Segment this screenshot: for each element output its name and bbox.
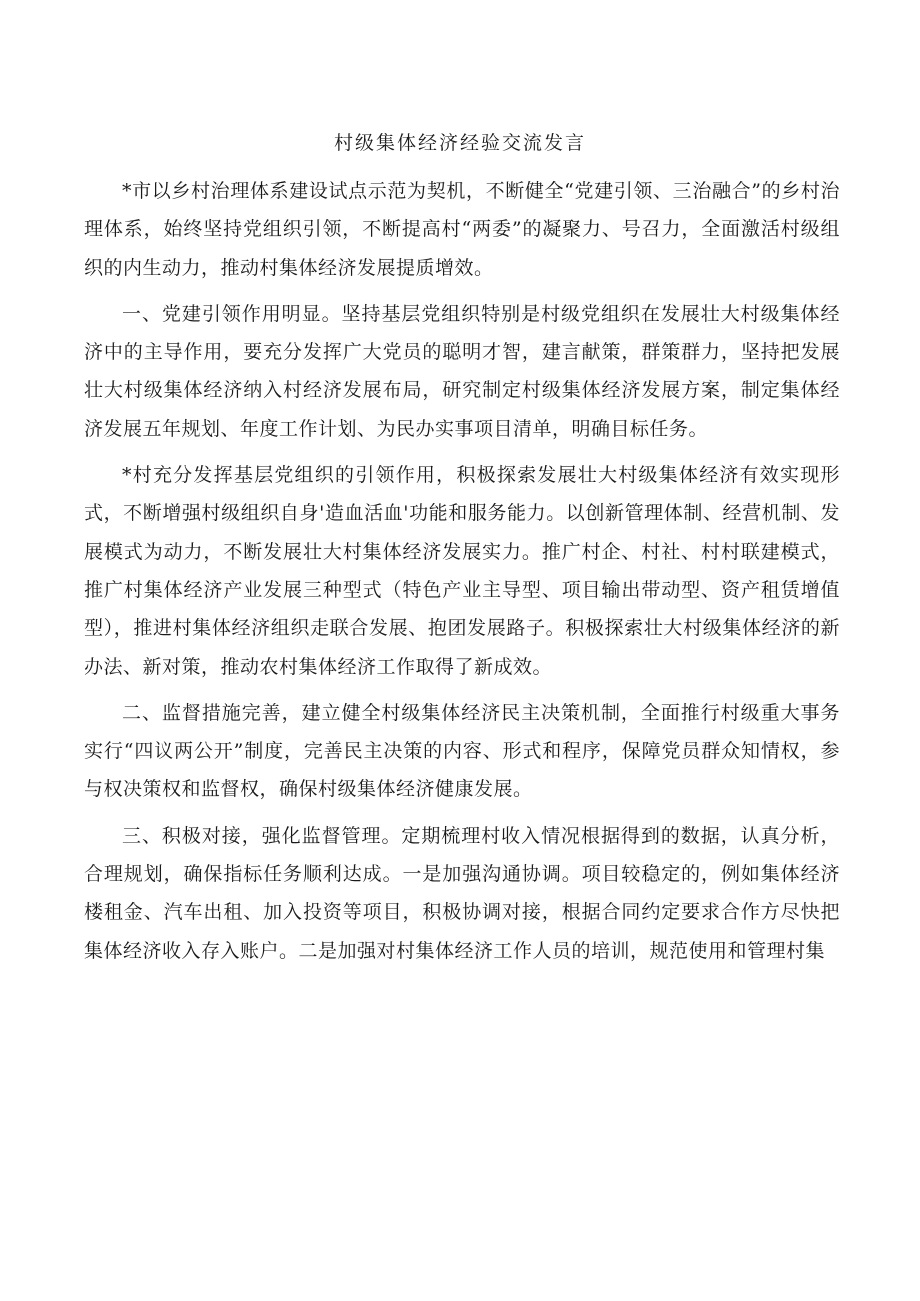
paragraph: 一、党建引领作用明显。坚持基层党组织特别是村级党组织在发展壮大村级集体经济中的主导作用，要充分发挥广大党员的聪明才智，建言献策，群策群力，坚持把发展壮大村级集体经济纳入村经济发展布局，研究制定村级集体经济发展方案，制定集体经济发展五年规划、年度工作计划、为民办实事项目清单，明确目标任务。 bbox=[84, 302, 840, 440]
document-title: 村级集体经济经验交流发言 bbox=[333, 132, 586, 154]
document-body bbox=[84, 172, 840, 978]
paragraph: *村充分发挥基层党组织的引领作用，积极探索发展壮大村级集体经济有效实现形式，不断增强村级组织自身'造血活血'功能和服务能力。以创新管理体制、经营机制、发展模式为动力，不断发展壮大村集体经济发展实力。推广村企、村社、村村联建模式，推广村集体经济产业发展三种型式（特色产业主导型、项目输出带动型、资产租赁增值型），推进村集体经济组织走联合发展、抱团发展路子。积极探索壮大村级集体经济的新办法、新对策，推动农村集体经济工作取得了新成效。 bbox=[84, 464, 840, 678]
paragraph: 二、监督措施完善，建立健全村级集体经济民主决策机制，全面推行村级重大事务实行“四议两公开”制度，完善民主决策的内容、形式和程序，保障党员群众知情权，参与权决策权和监督权，确保村级集体经济健康发展。 bbox=[84, 701, 840, 801]
paragraph: *市以乡村治理体系建设试点示范为契机，不断健全“党建引领、三治融合”的乡村治理体系，始终坚持党组织引领，不断提高村“两委”的凝聚力、号召力，全面激活村级组织的内生动力，推动村集体经济发展提质增效。 bbox=[84, 180, 840, 279]
paragraph: 三、积极对接，强化监督管理。定期梳理村收入情况根据得到的数据，认真分析，合理规划，确保指标任务顺利达成。一是加强沟通协调。项目较稳定的，例如集体经济楼租金、汽车出租、加入投资等项目，积极协调对接，根据合同约定要求合作方尽快把集体经济收入存入账户。二是加强对村集体经济工作人员的培训，规范使用和管理村集 bbox=[84, 824, 840, 962]
